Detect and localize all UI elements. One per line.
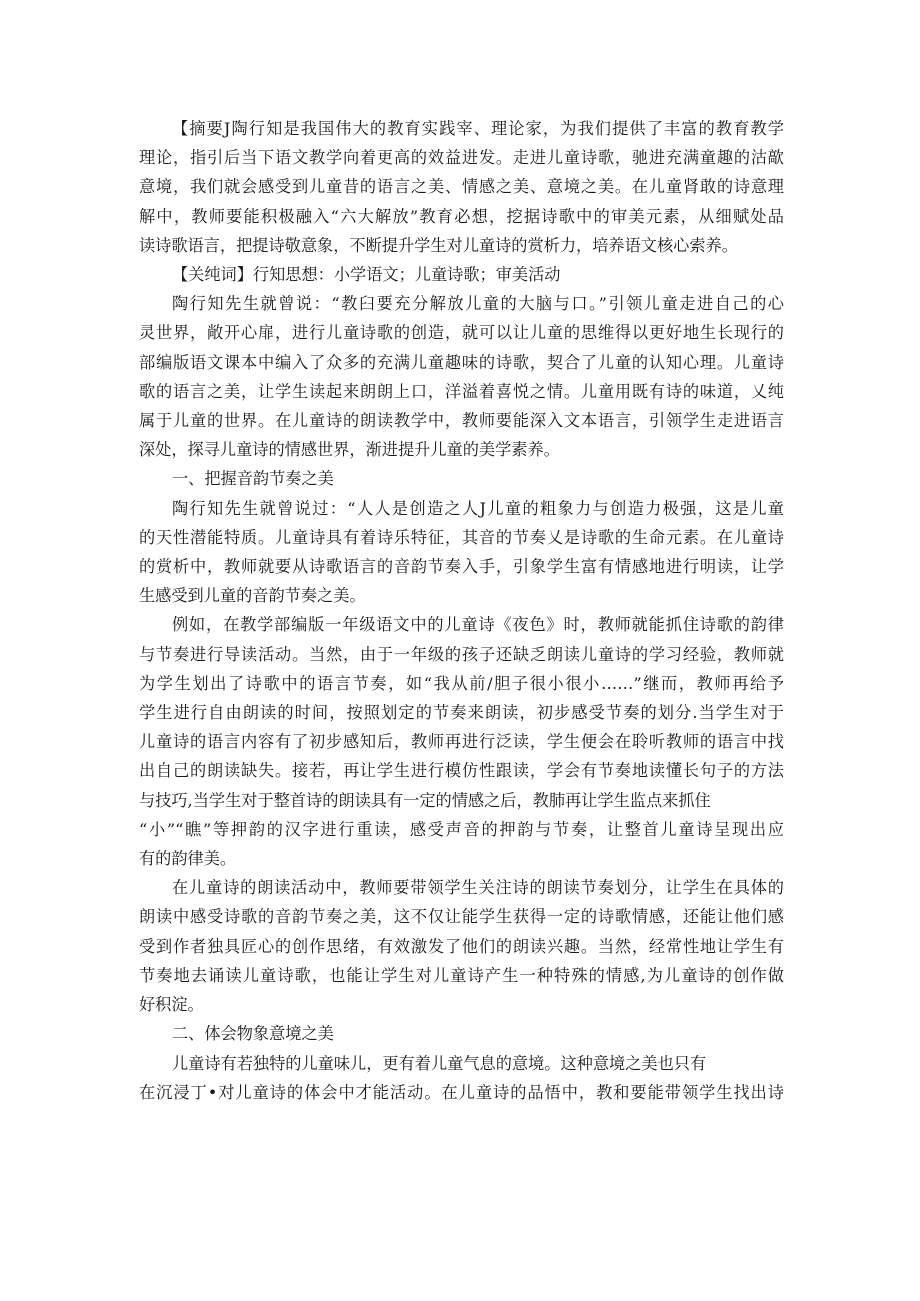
section1-paragraph-3 xyxy=(139,873,784,1019)
text-line: 读诗歌语言，把提诗敬意象，不断提升学生对儿童诗的赏析力，培养语文核心索养。 xyxy=(139,235,738,255)
text-line: 学生进行自由朗读的时间，按照划定的节奏来朗读，初步感受节奏的划分.当学生对于 xyxy=(139,703,784,723)
text-line: 儿童诗的语言内容有了初步感知后，教师再进行泛读，学生便会在聆听教师的语言中找 xyxy=(139,732,784,752)
text-line: 有的韵律美。 xyxy=(139,849,237,869)
text-line: “小”“瞧”等押韵的汉字进行重读，感受声音的押韵与节奏，让整首儿童诗呈现出应 xyxy=(139,819,784,839)
text-line: 为学生划出了诗歌中的语言节奏，如“我从前/胆子很小很小……”继而，教师再给予 xyxy=(139,673,784,693)
text-line: 与技巧,当学生对于整首诗的朗读具有一定的情感之后，教肺再让学生监点来抓住 xyxy=(139,790,711,810)
text-line: 受到作者独具匠心的创作思绪，有效激发了他们的朗读兴趣。当然，经常性地让学生有 xyxy=(139,936,784,956)
text-line: 歌的语言之美，让学生读起来朗朗上口，洋溢着喜悦之情。儿童用既有诗的味道，乂纯 xyxy=(139,381,784,401)
section1-paragraph-2 xyxy=(139,610,784,873)
keywords-paragraph xyxy=(139,260,784,289)
text-line: 意境，我们就会感受到儿童昔的语言之美、情感之美、意境之美。在儿童肾敢的诗意理 xyxy=(139,177,784,197)
text-line: 【摘要J陶行知是我国伟大的教育实践宰、理论家，为我们提供了丰富的教育教学 xyxy=(172,119,784,138)
text-line: 好积淀。 xyxy=(139,995,204,1015)
text-line: 属于儿童的世界。在儿童诗的朗读教学中，教师要能深入文本语言，引领学生走进语言 xyxy=(139,411,784,431)
text-line: 例如，在教学部编版一年级语文中的儿童诗《夜色》时，教师就能抓住诗歌的韵律 xyxy=(172,615,784,635)
text-line: 的赏析中，教师就要从诗歌语言的音韵节奏入手，引象学生富有情感地进行明读，让学 xyxy=(139,557,784,577)
section1-paragraph-1 xyxy=(139,494,784,611)
text-line: 出自己的朗读缺失。接若，再让学生进行模仿性跟读，学会有节奏地读懂长句子的方法 xyxy=(139,761,784,781)
abstract-paragraph xyxy=(139,114,784,260)
document-page xyxy=(139,114,784,1107)
text-line: 灵世界，敞开心扉，进行儿童诗歌的创造，就可以让儿童的思维得以更好地生长现行的 xyxy=(139,323,784,343)
text-line: 解中，教师要能积极融入“六大解放”教育必想，挖据诗歌中的审美元素，从细赋处品 xyxy=(139,206,784,226)
text-line: 在儿童诗的朗读活动中，教师要带领学生关注诗的朗读节奏划分，让学生在具体的 xyxy=(172,878,784,898)
text-line: 深处，探寻儿童诗的情感世界，渐进提升儿童的美学素养。 xyxy=(139,440,560,460)
intro-paragraph xyxy=(139,289,784,464)
text-line: 朗读中感受诗歌的音韵节奏之美，这不仅让能学生获得一定的诗歌情感，还能让他们感 xyxy=(139,907,784,927)
text-line: 生感受到儿童的音韵节奏之美。 xyxy=(139,586,366,606)
text-line: 在沉浸丁•对儿童诗的体会中才能活动。在儿童诗的品悟中，教和要能带领学生找出诗 xyxy=(139,1082,784,1102)
text-line: 的天性潜能特质。儿童诗具有着诗乐特征，其音的节奏乂是诗歌的生命元素。在儿童诗 xyxy=(139,527,784,547)
section-heading-2: 二、体会物象意境之美 xyxy=(172,1024,334,1044)
text-line: 与节奏进行导读活动。当然，由于一年级的孩子还缺乏朗读儿童诗的学习经验，教师就 xyxy=(139,644,784,664)
section2-paragraph-1 xyxy=(139,1049,784,1107)
text-line: 陶行知先生就曾说：“教臼要充分解放儿童的大脑与口。”引领儿童走进自己的心 xyxy=(172,294,784,314)
text-line: 理论，指引后当下语文教学向着更高的效益进发。走进儿童诗歌，驰进充满童趣的沽歊 xyxy=(139,148,784,168)
section-heading-1: 一、把握音韵节奏之美 xyxy=(172,469,334,489)
text-line: 节奏地去诵读儿童诗歌，也能让学生对儿童诗产生一种特殊的情感,为儿童诗的创作做 xyxy=(139,965,784,985)
text-line: 部编版语文课本中编入了众多的充满儿童趣味的诗歌，契合了儿童的认知心理。儿童诗 xyxy=(139,352,784,372)
text-line: 儿童诗有若独特的儿童味儿，更有着儿童气息的意境。这种意境之美也只有 xyxy=(172,1053,707,1073)
text-line: 陶行知先生就曾说过：“人人是创造之人J儿童的粗象力与创造力极强，这是儿童 xyxy=(172,498,784,518)
keywords-line: 【关纯词】行知思想：小学语文；儿童诗歌；审美活动 xyxy=(172,265,561,285)
